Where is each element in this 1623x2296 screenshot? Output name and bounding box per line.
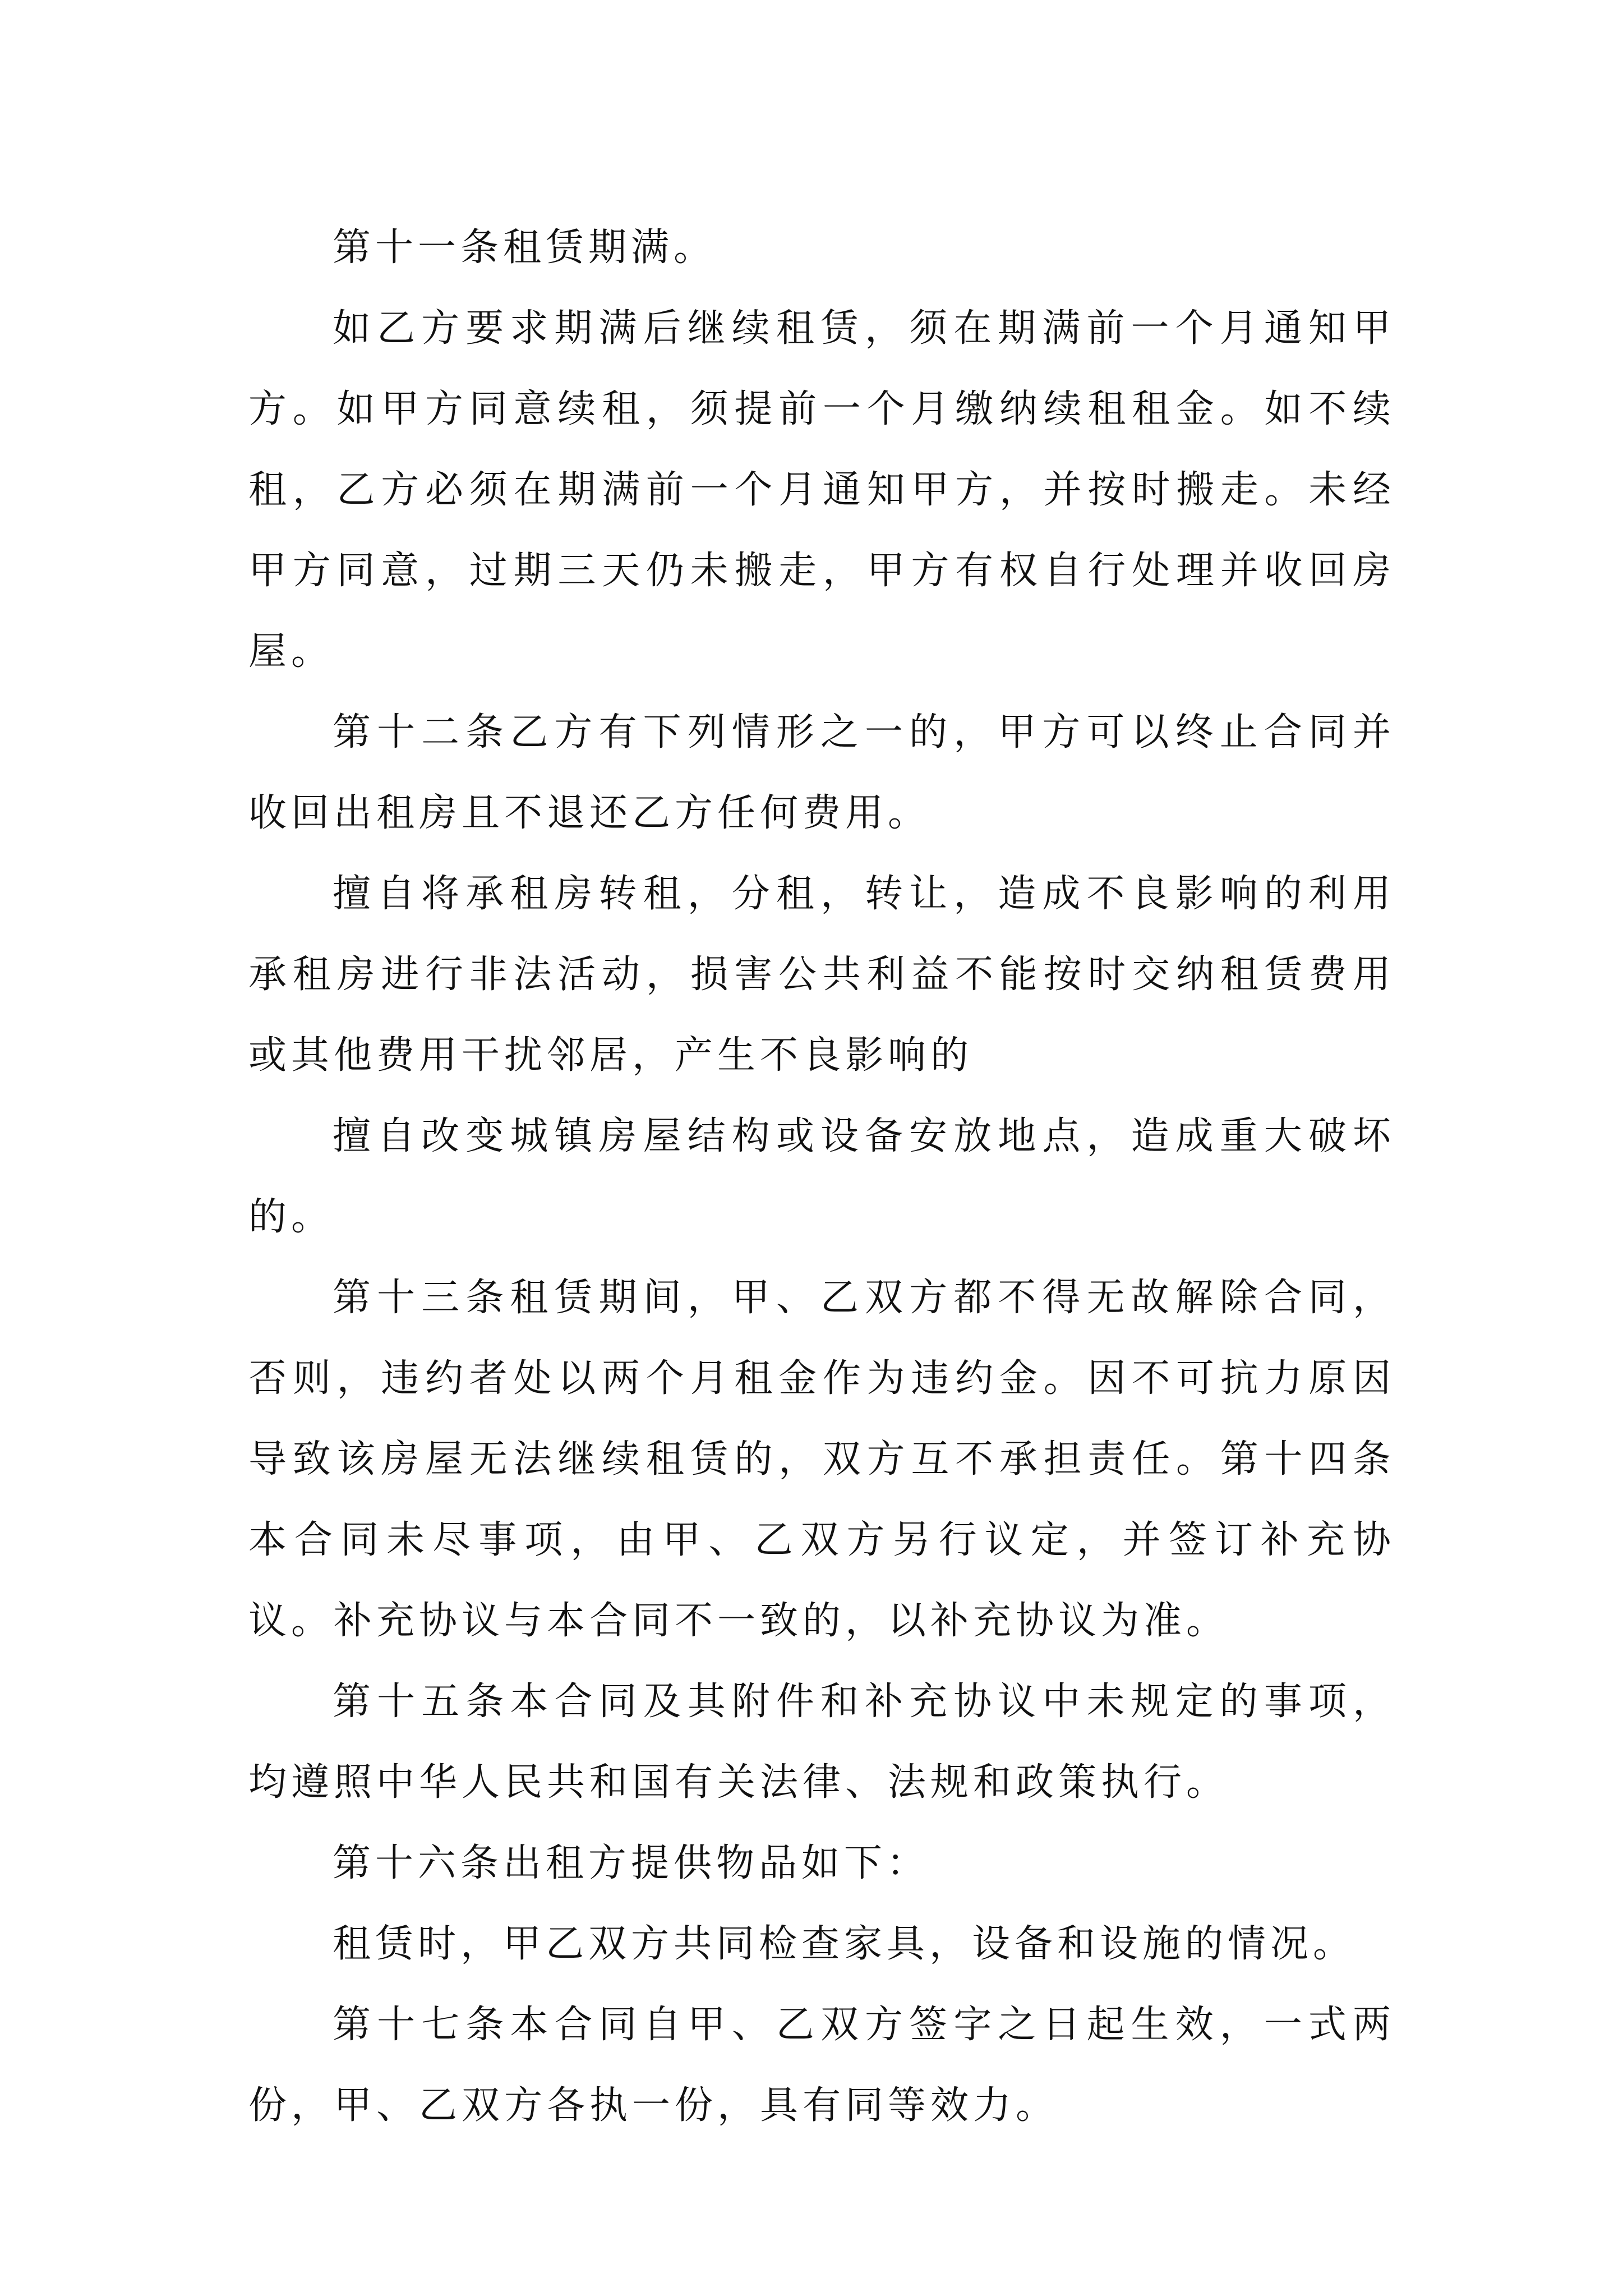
paragraph-article-16: 第十六条出租方提供物品如下： [333, 1841, 930, 1885]
paragraph-article-13-14: 第十三条租赁期间，甲、乙双方都不得无故解除合同，否则，违约者处以两个月租金作为违约金。因不可抗力原因导致该房屋无法继续租赁的，双方互不承担责任。第十四条本合同未尽事项，由甲、乙双方另行议定，并签订补充协议。补充协议与本合同不一致的，以补充协议为准。 [248, 1276, 1395, 1643]
document-body [248, 208, 1395, 2146]
paragraph-article-12: 第十二条乙方有下列情形之一的，甲方可以终止合同并收回出租房且不退还乙方任何费用。 [248, 710, 1395, 835]
paragraph-inspection: 租赁时，甲乙双方共同检查家具，设备和设施的情况。 [333, 1922, 1356, 1966]
paragraph-sublease-violations: 擅自将承租房转租，分租，转让，造成不良影响的利用承租房进行非法活动，损害公共利益不能按时交纳租赁费用或其他费用干扰邻居，产生不良影响的 [248, 872, 1395, 1078]
paragraph-article-11-title: 第十一条租赁期满。 [333, 226, 717, 270]
paragraph-structure-changes: 擅自改变城镇房屋结构或设备安放地点，造成重大破坏的。 [248, 1114, 1395, 1239]
paragraph-lease-renewal: 如乙方要求期满后继续租赁，须在期满前一个月通知甲方。如甲方同意续租，须提前一个月缴纳续租租金。如不续租，乙方必须在期满前一个月通知甲方，并按时搬走。未经甲方同意，过期三天仍未搬走，甲方有权自行处理并收回房屋。 [248, 306, 1395, 674]
paragraph-article-17: 第十七条本合同自甲、乙双方签字之日起生效，一式两份，甲、乙双方各执一份，具有同等效力。 [248, 2003, 1395, 2128]
paragraph-article-15: 第十五条本合同及其附件和补充协议中未规定的事项，均遵照中华人民共和国有关法律、法规和政策执行。 [248, 1680, 1395, 1805]
